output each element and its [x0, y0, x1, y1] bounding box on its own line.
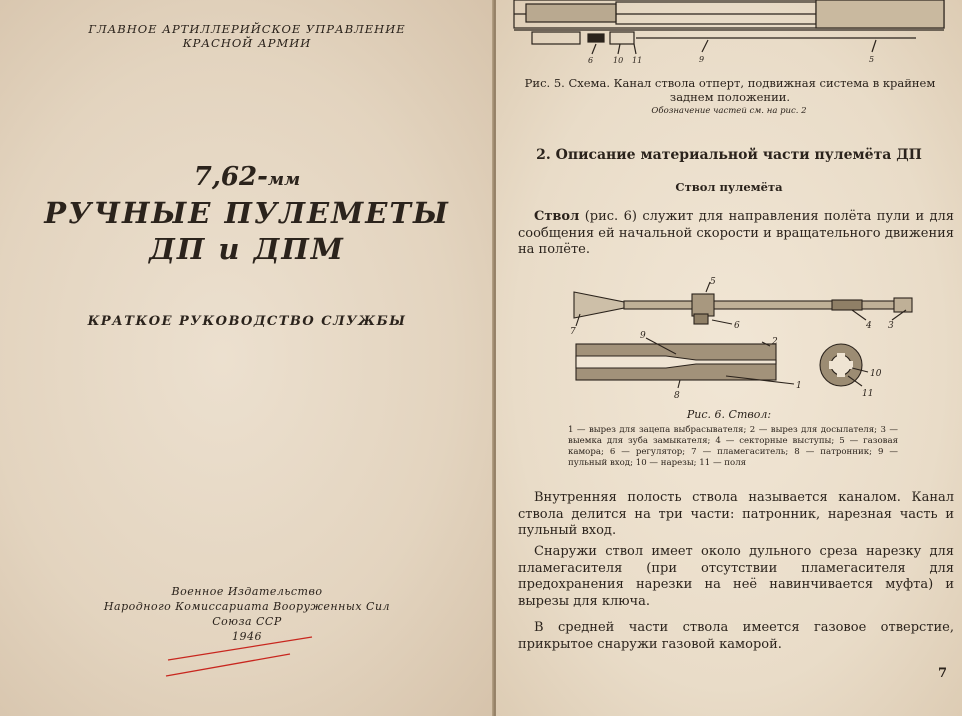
spring-guide — [610, 32, 634, 44]
fig5-label-9: 9 — [699, 55, 705, 64]
section-title: 2. Описание материальной части пулемёта ДП — [536, 147, 922, 163]
gas-regulator — [694, 314, 708, 324]
publication-year: 1946 — [232, 630, 262, 643]
groove-horizontal — [829, 361, 853, 369]
barrel-section — [526, 4, 616, 22]
fig6-label-6: 6 — [734, 321, 740, 331]
leader-10 — [618, 44, 620, 54]
content-page — [496, 0, 962, 716]
figure-5-diagram — [496, 0, 962, 70]
leader-6 — [592, 44, 596, 54]
sear-part — [588, 34, 604, 42]
fig6-label-9: 9 — [640, 331, 646, 341]
leader-11 — [634, 44, 636, 54]
fig6-label-7: 7 — [570, 327, 576, 337]
leader-9 — [702, 40, 708, 52]
gas-chamber — [692, 294, 714, 316]
fig6-label-4: 4 — [866, 321, 872, 331]
fig6-label-8: 8 — [674, 391, 680, 401]
trigger-block — [532, 32, 580, 44]
subheading: Ствол пулемёта — [675, 180, 783, 194]
publisher-line-2: Народного Комиссариата Вооруженных Сил — [103, 600, 391, 613]
fig5-label-5: 5 — [869, 55, 875, 64]
red-pen-line-1 — [168, 637, 312, 660]
book-title-line-2: ДП и ДПМ — [149, 232, 345, 266]
fig6-label-2: 2 — [772, 337, 778, 347]
fig6-label-3: 3 — [888, 321, 894, 331]
authority-line-2: КРАСНОЙ АРМИИ — [182, 36, 312, 50]
paragraph-exterior — [518, 544, 954, 610]
paragraph-bore — [518, 490, 954, 540]
figure-6-diagram — [496, 276, 962, 406]
fig5-label-11: 11 — [632, 56, 643, 65]
paragraph-text: (рис. 6) служит для направления полёта пули и для сообщения ей начальной скорости и вращательного движения на полёте. — [518, 209, 954, 257]
figure-6-legend: 1 — вырез для зацепа выбрасывателя; 2 — вырез для досылателя; 3 — выемка для зуба замыкателя; 4 — секторные выступы; 5 — газовая камора; 6 — регулятор; 7 — пламегаситель; 8 — патронник; 9 — пульный вход; 10 — нарезы; 11 — поля — [568, 425, 898, 468]
publisher-line-3: Союза ССР — [212, 615, 282, 628]
authority-line-1: ГЛАВНОЕ АРТИЛЛЕРИЙСКОЕ УПРАВЛЕНИЕ — [88, 22, 406, 36]
fig6-label-10: 10 — [870, 369, 882, 379]
leader-6 — [712, 320, 732, 324]
leader-4 — [852, 310, 866, 320]
figure-6-caption: Рис. 6. Ствол: — [686, 408, 772, 421]
sector-lugs — [832, 300, 862, 310]
paragraph-gas-port — [518, 620, 954, 653]
stock-section — [816, 0, 944, 28]
paragraph-text: Снаружи ствол имеет около дульного среза нарезку для пламегасителя (при отсутствии пламегасителя для предохранения нарезки на неё навинчивается муфта) и вырезы для ключа. — [518, 544, 954, 609]
caliber-value: 7,62- — [193, 162, 268, 192]
fig6-label-5: 5 — [710, 277, 716, 287]
figure-5-caption: Рис. 5. Схема. Канал ствола отперт, подвижная система в крайнем заднем положении. — [524, 76, 936, 104]
fig5-label-10: 10 — [613, 56, 624, 65]
fig6-label-11: 11 — [862, 389, 874, 399]
fig5-label-6: 6 — [588, 56, 594, 65]
leader-5 — [872, 40, 876, 52]
paragraph-barrel-purpose — [518, 209, 954, 259]
flash-hider — [574, 292, 624, 318]
book-title-line-1: РУЧНЫЕ ПУЛЕМЕТЫ — [44, 196, 450, 230]
book-subtitle: КРАТКОЕ РУКОВОДСТВО СЛУЖБЫ — [87, 314, 407, 329]
gas-tube — [616, 2, 816, 24]
caliber-unit: мм — [267, 170, 301, 190]
publisher-line-1: Военное Издательство — [171, 585, 323, 598]
figure-5-note: Обозначение частей см. на рис. 2 — [651, 106, 807, 116]
fig6-label-1: 1 — [796, 381, 802, 391]
barrel-breech — [894, 298, 912, 312]
leader-8 — [678, 380, 680, 388]
paragraph-text: Внутренняя полость ствола называется каналом. Канал ствола делится на три части: патронник, нарезная часть и пульный вход. — [518, 490, 954, 538]
paragraph-term: Ствол — [534, 209, 580, 224]
page-number: 7 — [938, 666, 948, 681]
paragraph-text: В средней части ствола имеется газовое отверстие, прикрытое снаружи газовой каморой. — [518, 620, 954, 652]
